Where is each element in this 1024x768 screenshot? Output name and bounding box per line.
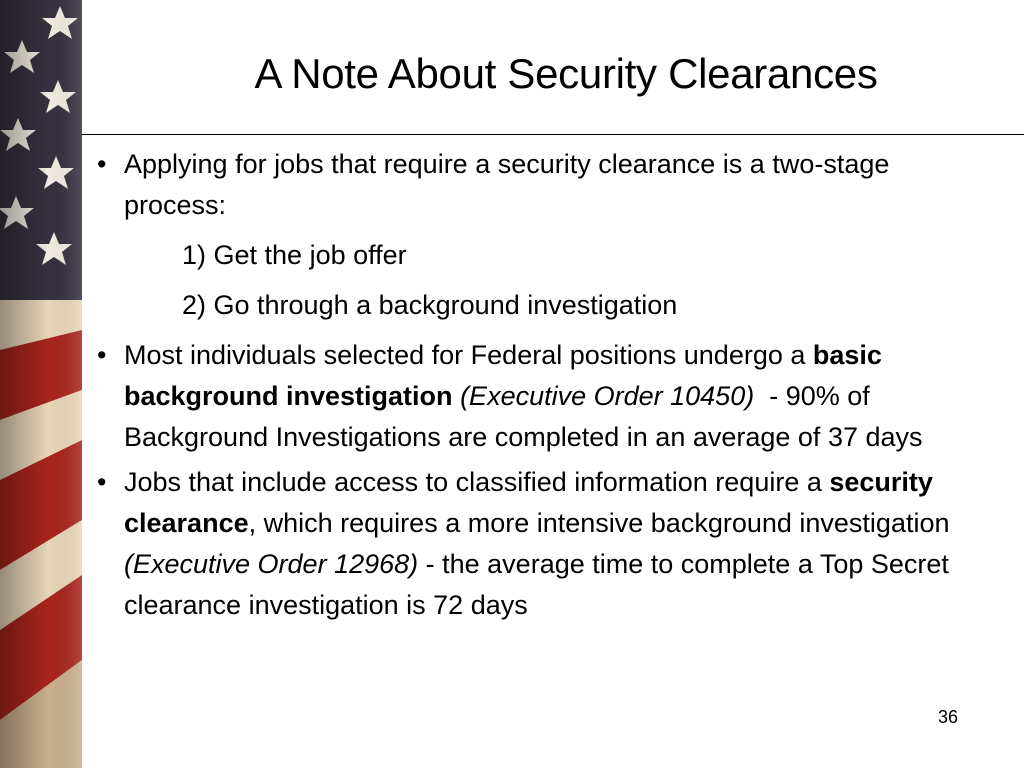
bullet-item xyxy=(97,335,997,458)
bullet-text: - the average time to complete a Top Secret clearance investigation is 72 days xyxy=(124,549,949,620)
title-divider xyxy=(82,134,1024,135)
executive-order-reference: (Executive Order 10450) xyxy=(460,381,755,411)
bullet-text: Most individuals selected for Federal positions undergo a xyxy=(124,340,813,370)
sub-list-item: 2) Go through a background investigation xyxy=(182,290,678,320)
bullet-icon: • xyxy=(97,340,107,370)
bullet-icon: • xyxy=(97,467,107,497)
bullet-icon: • xyxy=(97,149,107,179)
page-number: 36 xyxy=(938,707,959,727)
american-flag-decoration xyxy=(0,0,82,768)
bullet-text xyxy=(453,381,461,411)
bullet-text: - 90% of Background Investigations are completed in an average of 37 days xyxy=(124,381,923,452)
bold-term: security clearance xyxy=(124,467,933,538)
sub-list-item: 1) Get the job offer xyxy=(182,240,407,270)
slide-body xyxy=(97,144,997,630)
bullet-item xyxy=(97,144,997,326)
flag-image xyxy=(0,0,82,768)
bullet-item xyxy=(97,462,997,626)
bold-term: basic background investigation xyxy=(124,340,882,411)
slide-title: A Note About Security Clearances xyxy=(254,50,878,97)
bullet-text: , which requires a more intensive background investigation xyxy=(248,508,950,538)
executive-order-reference: (Executive Order 12968) xyxy=(124,549,419,579)
bullet-text: Applying for jobs that require a security clearance is a two-stage process: xyxy=(124,149,890,220)
bullet-text: Jobs that include access to classified information require a xyxy=(124,467,830,497)
